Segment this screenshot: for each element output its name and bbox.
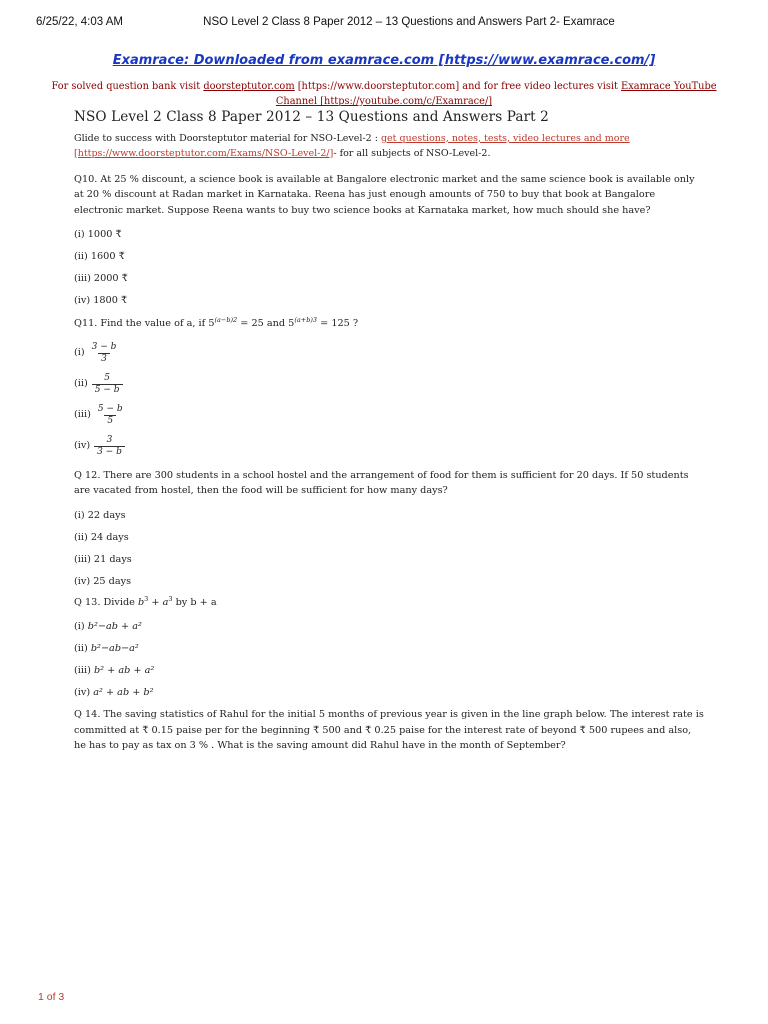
glide-paragraph bbox=[74, 131, 706, 161]
page-indicator: 1 of 3 bbox=[38, 991, 65, 1003]
q13-option-label: (i) bbox=[74, 621, 85, 632]
fraction-denominator: 5 − b bbox=[92, 384, 123, 396]
print-header bbox=[36, 16, 732, 30]
q10-option: (iv) 1800 ₹ bbox=[74, 295, 128, 306]
fraction-denominator: 5 bbox=[104, 415, 116, 427]
q11-option-label: (iv) bbox=[74, 440, 91, 451]
q13-option bbox=[74, 682, 706, 704]
q11-option-label: (i) bbox=[74, 347, 85, 358]
q10-option: (iii) 2000 ₹ bbox=[74, 273, 128, 284]
youtube-channel-link[interactable]: Channel [https://youtube.com/c/Examrace/] bbox=[275, 96, 493, 107]
fraction-numerator: 5 − b bbox=[97, 403, 123, 414]
question-14: Q 14. The saving statistics of Rahul for the initial 5 months of previous year is given in the line graph below. The interest rate is committed at ₹ 0.15 paise per for the beginning ₹ 500 and ₹ 0.25 paise for the interest rate of beyond ₹ 500 rupees and also, he has to pay as tax on 3 % . What is the saving amount did Rahul have in the month of September? bbox=[74, 709, 704, 751]
q12-option: (iv) 25 days bbox=[74, 575, 132, 587]
q11-option bbox=[74, 400, 706, 431]
q13-option-label: (ii) bbox=[74, 643, 88, 654]
q13-option-label: (iii) bbox=[74, 665, 91, 676]
q12-option: (iii) 21 days bbox=[74, 553, 132, 565]
q11-option bbox=[74, 431, 706, 462]
q13-option-expr: b² + ab + a² bbox=[93, 665, 155, 676]
fraction-denominator: 3 bbox=[98, 353, 110, 365]
print-page-title: NSO Level 2 Class 8 Paper 2012 – 13 Questions and Answers Part 2- Examrace bbox=[203, 16, 615, 28]
glide-link[interactable]: get questions, notes, tests, video lectures and more [https://www.doorsteptutor.com/Exams/NSO-Level-2/] bbox=[74, 132, 630, 159]
q13-prefix: Q 13. Divide bbox=[74, 596, 138, 608]
q13-term1: b bbox=[137, 596, 145, 608]
q13-option bbox=[74, 660, 706, 682]
q13-option-expr: b²−ab + a² bbox=[87, 621, 142, 632]
doorsteptutor-link[interactable]: doorsteptutor.com bbox=[203, 81, 295, 92]
q11-eq1-rhs: = 25 and bbox=[237, 318, 289, 329]
q11-eq1-exponent: (a−b)2 bbox=[214, 315, 238, 324]
fraction bbox=[92, 373, 123, 396]
q13-term1-exponent: 3 bbox=[144, 594, 149, 603]
question-13 bbox=[74, 595, 706, 611]
q13-option-expr: b²−ab−a² bbox=[90, 643, 139, 654]
q11-eq1-base: 5 bbox=[208, 318, 215, 329]
question-11 bbox=[74, 316, 706, 332]
q12-option: (i) 22 days bbox=[74, 509, 126, 521]
question-12: Q 12. There are 300 students in a school hostel and the arrangement of food for them is sufficient for 20 days. If 50 students are vacated from hostel, then the food will be sufficient for how many days? bbox=[74, 469, 689, 496]
q12-option: (ii) 24 days bbox=[74, 531, 129, 543]
question-10: Q10. At 25 % discount, a science book is available at Bangalore electronic market and the same science book is available only at 20 % discount at Radan market in Karnataka. Reena has just enough amounts of 750 to buy that book at Bangalore electronic market. Suppose Reena wants to buy two science books at Karnataka market, how much should she have? bbox=[74, 173, 695, 216]
q11-option-label: (iii) bbox=[74, 409, 91, 420]
q11-eq2-base: 5 bbox=[288, 318, 295, 329]
q11-eq2-rhs: = 125 ? bbox=[317, 318, 359, 329]
q10-option: (i) 1000 ₹ bbox=[74, 229, 122, 240]
q13-option bbox=[74, 616, 706, 638]
fraction-numerator: 3 bbox=[106, 434, 113, 445]
q13-term2: a bbox=[162, 596, 169, 608]
examrace-youtube-link[interactable]: Examrace YouTube bbox=[621, 81, 717, 92]
banner-promo-mid: [https://www.doorsteptutor.com] and for free video lectures visit bbox=[294, 81, 622, 92]
banner-promo-prefix: For solved question bank visit bbox=[51, 81, 204, 92]
q11-option-label: (ii) bbox=[74, 378, 88, 389]
fraction-numerator: 3 − b bbox=[91, 341, 117, 352]
article-title: NSO Level 2 Class 8 Paper 2012 – 13 Questions and Answers Part 2 bbox=[74, 109, 549, 125]
q11-prefix: Q11. Find the value of a, if bbox=[74, 318, 209, 329]
source-banner bbox=[36, 53, 732, 109]
q13-suffix: by b + a bbox=[172, 596, 217, 608]
banner-promo-text bbox=[36, 79, 732, 109]
fraction-numerator: 5 bbox=[104, 372, 110, 383]
glide-prefix: Glide to success with Doorsteptutor material for NSO-Level-2 : bbox=[74, 132, 381, 144]
fraction-denominator: 3 − b bbox=[94, 446, 125, 458]
banner-examrace-link[interactable]: Examrace: Downloaded from examrace.com [https://www.examrace.com/] bbox=[112, 53, 656, 68]
q11-eq2-exponent: (a+b)3 bbox=[294, 315, 318, 324]
q11-option bbox=[74, 338, 706, 369]
q13-option bbox=[74, 638, 706, 660]
q13-option-expr: a² + ab + b² bbox=[93, 687, 154, 698]
fraction bbox=[89, 342, 120, 365]
fraction bbox=[95, 404, 126, 427]
q11-option bbox=[74, 369, 706, 400]
print-timestamp: 6/25/22, 4:03 AM bbox=[36, 16, 123, 28]
article-body bbox=[74, 110, 706, 760]
q13-plus: + bbox=[148, 596, 163, 608]
fraction bbox=[94, 435, 125, 458]
q10-option: (ii) 1600 ₹ bbox=[74, 251, 125, 262]
q13-option-label: (iv) bbox=[74, 687, 91, 698]
glide-suffix: - for all subjects of NSO-Level-2. bbox=[333, 147, 491, 159]
q13-term2-exponent: 3 bbox=[168, 594, 173, 603]
